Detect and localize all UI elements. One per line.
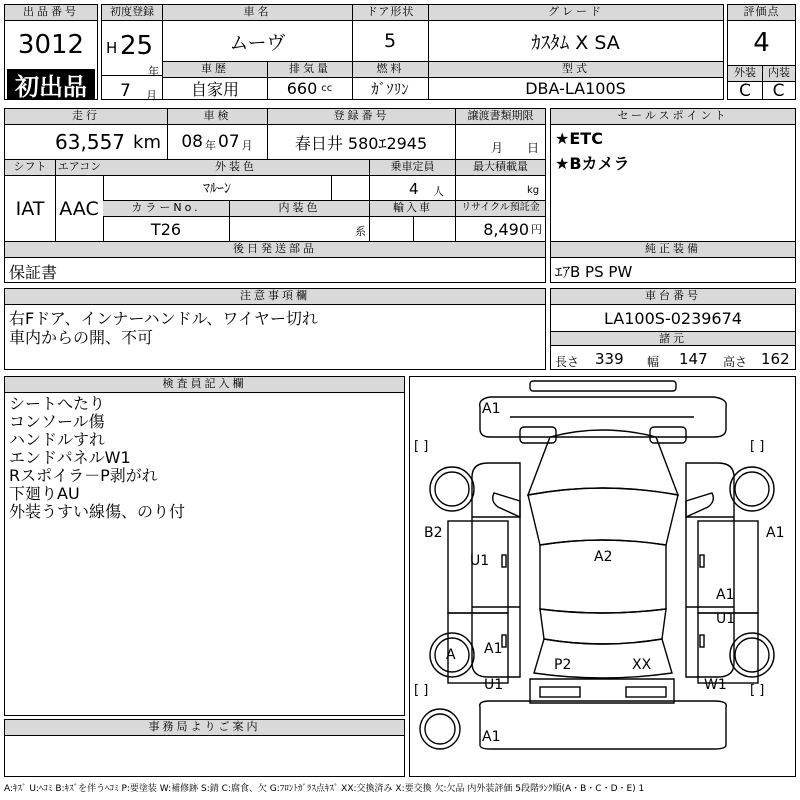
later-parts-label: 後日発送部品 [5,242,545,258]
mileage [5,125,167,159]
width-label: 幅 [647,355,660,369]
bracket-left-top: [ ] [414,439,429,454]
damage-mark: U1 [484,677,504,693]
transfer-label: 譲渡書類期限 [455,109,545,125]
inspector-line-6: 下廻りAU [9,484,80,503]
lot-number-box [4,4,98,100]
fuel: ｶﾞｿﾘﾝ [371,80,409,98]
inspection-year-unit: 年 [205,139,216,152]
inspection-date [167,125,267,159]
length: 339 [595,350,624,368]
equipment-label: 純正装備 [551,242,795,258]
exterior-color: ﾏﾙｰﾝ [203,181,231,197]
recycle-fee [455,217,545,241]
inspection-year: 08 [181,132,203,152]
transfer-month-unit: 月 [491,141,504,155]
height-label: 高さ [723,355,748,369]
notes-line-1: 右Fドア、インナーハンドル、ワイヤー切れ [9,309,318,328]
car-diagram-box [409,376,796,777]
score: 4 [753,28,770,58]
transfer-day-unit: 日 [527,141,540,155]
notes-box [4,288,546,370]
exterior-color-label: 外装色 [103,160,369,176]
damage-mark: XX [632,657,652,673]
bracket-right-bottom: [ ] [750,683,765,698]
displacement-value: 660 [286,79,318,98]
later-parts-box [4,241,546,283]
mileage-value: 63,557 [55,130,126,154]
reg-year: 25 [120,31,154,61]
inspector-line-2: コンソール傷 [9,412,105,431]
inspection-label: 車検 [167,109,267,125]
reg-month-unit: 月 [146,89,157,102]
grade-label: グレード [428,5,723,21]
width: 147 [679,350,708,368]
inspector-label: 検査員記入欄 [5,377,404,393]
sales-point-1: ★ETC [555,129,603,148]
office-label: 事務局よりご案内 [5,720,404,736]
mileage-label: 走行 [5,109,167,125]
max-load-label: 最大積載量 [455,160,545,176]
inspector-line-7: 外装うすい線傷、のり付 [9,502,186,521]
car-name-label: 車名 [163,5,352,21]
history-label: 車歴 [163,62,267,78]
color-no-label: カラーNo. [103,201,229,217]
first-registration-label: 初度登録 [102,5,162,21]
interior-color-unit: 系 [355,225,366,238]
import-label: 輸入車 [369,201,455,217]
chassis-number: LA100S-0239674 [604,308,742,328]
interior-color-label: 内装色 [229,201,369,217]
length-label: 長さ [555,355,580,369]
dims-label: 諸元 [551,332,795,346]
office-box [4,719,405,777]
capacity-label: 乗車定員 [369,160,455,176]
shift-label: シフト [5,160,55,176]
damage-mark: A1 [482,729,501,745]
score-label: 評価点 [728,5,795,21]
color-no: T26 [150,219,182,239]
score-box [727,4,796,100]
lot-number: 3012 [17,30,85,60]
damage-mark: A [446,647,456,663]
sales-points-label: セールスポイント [551,109,795,125]
int-grade: C [772,82,785,99]
reg-era: H [106,39,118,57]
capacity: 4 [409,180,419,198]
mileage-unit: km [133,131,161,153]
displacement-label: 排気量 [267,62,352,78]
inspector-line-1: シートへたり [9,394,106,413]
damage-mark: U1 [716,611,736,627]
lot-number-label: 出品番号 [5,5,97,21]
ext-label: 外装 [728,66,762,82]
damage-mark: A1 [484,641,503,657]
plate-number: 春日井 580ｴ2945 [294,133,428,153]
damage-mark: P2 [554,657,572,673]
damage-mark: B2 [424,525,443,541]
recycle-unit: 円 [531,223,542,236]
inspector-line-4: エンドパネルW1 [9,448,131,467]
spec-box [4,108,546,242]
shift: IAT [15,197,45,220]
plate-label: 登録番号 [267,109,455,125]
ext-grade: C [739,82,751,99]
car-name: ムーヴ [229,31,286,54]
damage-mark: A1 [766,525,785,541]
notes-line-2: 車内からの開、不可 [9,328,154,347]
height: 162 [761,350,790,368]
displacement-unit: cc [321,83,333,94]
bracket-left-bottom: [ ] [414,683,429,698]
inspection-month: 07 [218,132,240,152]
inspection-month-unit: 月 [241,139,253,152]
reg-month: 7 [120,81,131,101]
bracket-right-top: [ ] [750,439,765,454]
grade: ｶｽﾀﾑ X SA [531,31,620,54]
damage-mark: A1 [482,401,501,417]
inspector-box [4,376,405,716]
notes-label: 注意事項欄 [5,289,545,305]
ac: AAC [59,197,99,220]
first-listing-badge: 初出品 [7,69,95,99]
reg-year-unit: 年 [148,65,159,78]
door-label: ドア形状 [352,5,428,21]
chassis-label: 車台番号 [551,289,795,305]
vehicle-info-box [162,4,724,100]
capacity-unit: 人 [433,185,444,198]
displacement [267,78,352,99]
ac-label: エアコン [55,160,103,176]
recycle-value: 8,490 [483,219,529,239]
later-parts: 保証書 [9,263,58,282]
car-diagram [410,377,795,776]
equipment: ｴｱB PS PW [555,263,633,281]
equipment-box [550,241,796,283]
inspector-line-3: ハンドルすれ [9,430,106,449]
door-count: 5 [383,30,397,52]
model-label: 型式 [428,62,723,78]
chassis-box [550,288,796,370]
damage-mark: A1 [716,587,735,603]
first-registration-box [101,4,163,100]
max-load-unit: kg [527,185,540,196]
model: DBA-LA100S [525,79,626,98]
inspector-line-5: Rスポイラ－P剥がれ [9,466,158,485]
damage-mark: W1 [704,677,727,693]
damage-mark: A2 [594,549,613,565]
int-label: 内装 [762,66,795,82]
legend: A:ｷｽﾞ U:ﾍｺﾐ B:ｷｽﾞを伴うﾍｺﾐ P:要塗装 W:補修跡 S:錆 C:腐食、欠 G:ﾌﾛﾝﾄｶﾞﾗｽ点ｷｽﾞ XX:交換済み X:要交換 欠:欠品 内外装評価 5段階ﾗﾝｸ順(A・B・C・D・E) 1 [4,784,645,794]
sales-point-2: ★Bカメラ [555,154,630,173]
damage-mark: U1 [470,553,490,569]
recycle-label: リサイクル預託金 [455,201,545,217]
sales-points-box [550,108,796,242]
fuel-label: 燃料 [352,62,428,78]
history: 自家用 [190,80,239,99]
